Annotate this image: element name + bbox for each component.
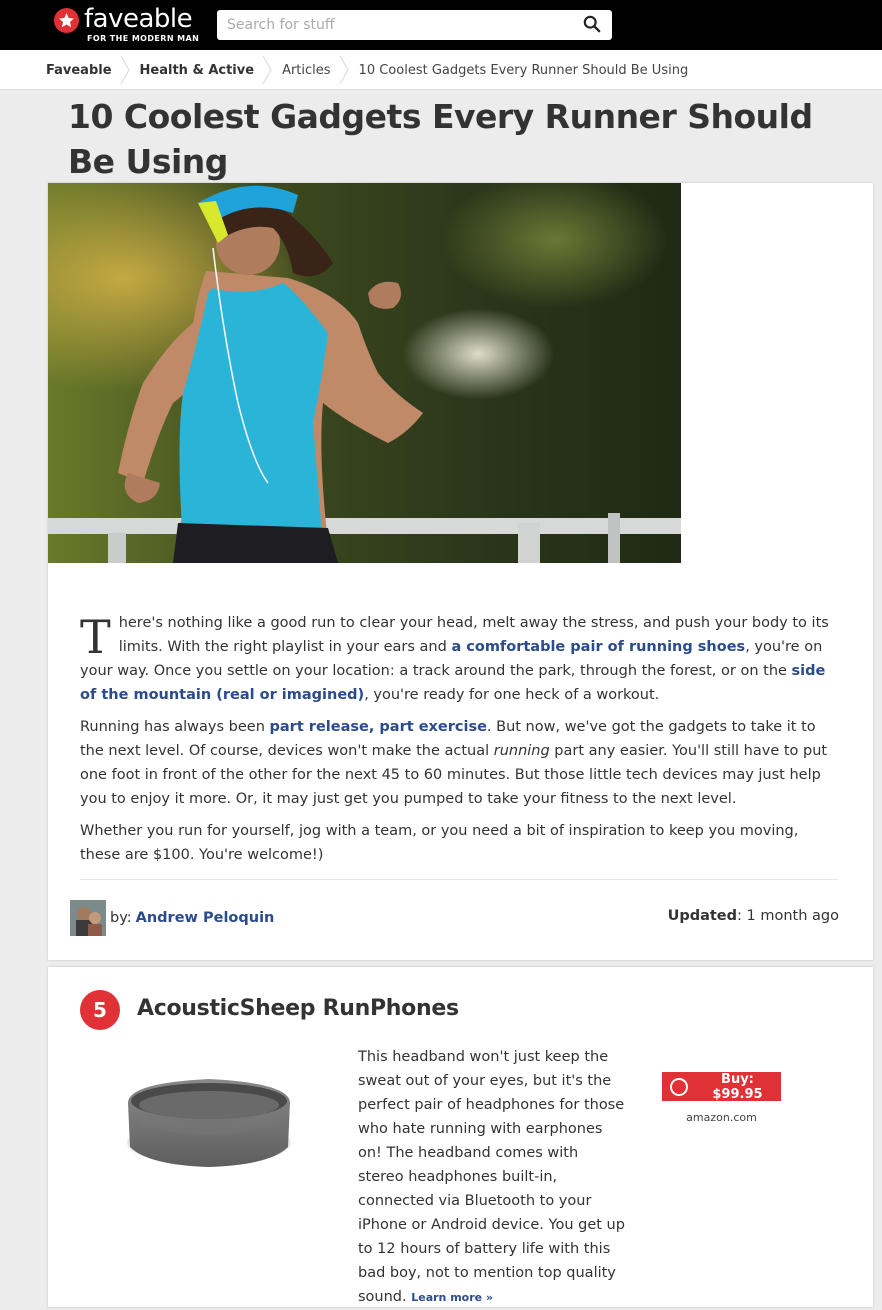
article-card bbox=[48, 183, 873, 960]
updated-timestamp bbox=[668, 908, 839, 924]
top-navigation-bar bbox=[0, 0, 882, 50]
product-image-headband[interactable] bbox=[120, 1065, 298, 1185]
divider bbox=[80, 879, 838, 880]
logo-tagline: FOR THE MODERN MAN bbox=[87, 34, 200, 43]
buy-button-label: Buy: $99.95 bbox=[712, 1071, 763, 1102]
drop-cap: T bbox=[80, 610, 111, 664]
logo-wordmark: faveable bbox=[84, 4, 193, 34]
article-text: , you're ready for one heck of a workout. bbox=[364, 687, 660, 703]
breadcrumb-bar bbox=[0, 50, 882, 90]
search-box bbox=[217, 10, 612, 40]
search-input[interactable] bbox=[217, 10, 572, 40]
chevron-right-icon bbox=[120, 50, 130, 90]
author-name-link[interactable]: Andrew Peloquin bbox=[135, 910, 275, 926]
hero-image-runner bbox=[48, 183, 681, 563]
breadcrumb-item-current: 10 Coolest Gadgets Every Runner Should Be Using bbox=[358, 62, 689, 78]
product-description-text: This headband won't just keep the sweat out of your eyes, but it's the perfect pair of headphones for those who hate running with earphones on! The headband comes with stereo headphones built-in, connected via Bluetooth to your iPhone or Android device. You get up to 12 hours of battery life with this bad boy, not to mention top quality sound. bbox=[358, 1049, 625, 1305]
search-button[interactable] bbox=[582, 15, 602, 35]
link-running-shoes[interactable]: a comfortable pair of running shoes bbox=[451, 639, 746, 655]
price-tag-icon bbox=[670, 1078, 688, 1096]
link-part-release[interactable]: part release, part exercise bbox=[269, 719, 487, 735]
learn-more-link[interactable]: Learn more » bbox=[411, 1291, 494, 1304]
updated-value: : 1 month ago bbox=[737, 908, 839, 924]
breadcrumb bbox=[46, 50, 688, 90]
article-text: here's nothing like a good run to clear your head, melt away the stress, and push your body to its limits. With the right playlist in your ears and bbox=[118, 615, 829, 655]
article-body bbox=[80, 611, 830, 875]
updated-label: Updated bbox=[667, 908, 738, 924]
author-prefix: by: bbox=[110, 910, 132, 926]
article-emphasis: running bbox=[493, 743, 550, 759]
breadcrumb-item-articles[interactable]: Articles bbox=[282, 62, 331, 78]
buy-button[interactable] bbox=[662, 1072, 781, 1101]
star-icon bbox=[54, 8, 79, 33]
chevron-right-icon bbox=[262, 50, 272, 90]
link-side-of-mountain[interactable]: side of the mountain (real or imagined) bbox=[80, 663, 826, 703]
chevron-right-icon bbox=[339, 50, 349, 90]
article-paragraph-2 bbox=[80, 715, 830, 811]
breadcrumb-item-faveable[interactable]: Faveable bbox=[46, 62, 112, 78]
article-paragraph-3: Whether you run for yourself, jog with a team, or you need a bit of inspiration to keep you moving, these are $100. You're welcome!) bbox=[80, 823, 799, 863]
author-byline bbox=[70, 900, 274, 936]
search-icon bbox=[583, 15, 601, 33]
article-text: Running has always been bbox=[80, 719, 270, 735]
product-title[interactable]: AcousticSheep RunPhones bbox=[137, 996, 459, 1021]
rank-badge: 5 bbox=[80, 990, 120, 1030]
product-card bbox=[48, 967, 873, 1307]
article-text: part any easier. You'll still have to put one foot in front of the other for the next 45 to 60 minutes. But those little tech devices may just help you to enjoy it more. Or, it may just get you pumped to take your fitness to the next level. bbox=[80, 743, 828, 807]
faveable-logo[interactable] bbox=[54, 6, 204, 46]
article-text: , you're on your way. Once you settle on your location: a track around the park, through the forest, or on the bbox=[80, 639, 823, 679]
page-title: 10 Coolest Gadgets Every Runner Should Be Using bbox=[68, 97, 813, 181]
merchant-name: amazon.com bbox=[686, 1111, 757, 1124]
breadcrumb-item-health-active[interactable]: Health & Active bbox=[139, 62, 255, 78]
product-description bbox=[358, 1045, 628, 1310]
author-avatar[interactable] bbox=[70, 900, 106, 936]
article-text: . But now, we've got the gadgets to take it to the next level. Of course, devices won't make the actual bbox=[80, 719, 816, 759]
article-paragraph-1 bbox=[80, 611, 830, 707]
